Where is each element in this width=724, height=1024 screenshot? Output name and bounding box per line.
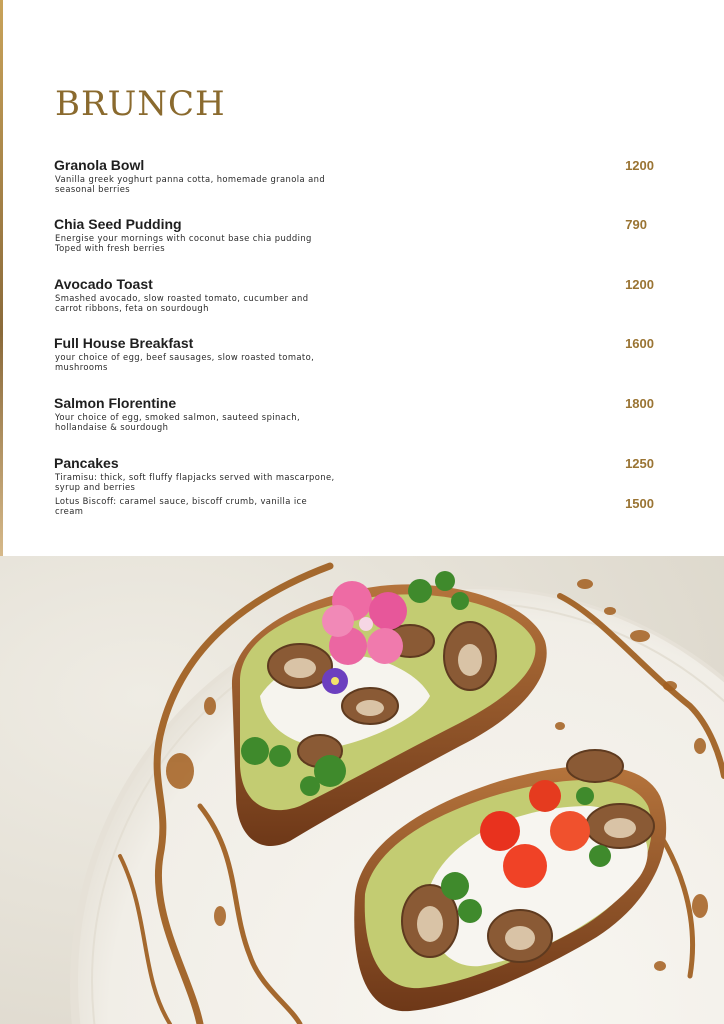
menu-item-pancakes — [54, 455, 714, 492]
menu-item-avocado-toast — [54, 276, 714, 313]
menu-item-price: 790 — [625, 217, 647, 232]
menu-item-description: Your choice of egg, smoked salmon, sauteed spinach, hollandaise & sourdough — [55, 412, 301, 432]
menu-item-pancakes-biscoff — [54, 496, 714, 516]
menu-item-price: 1800 — [625, 396, 654, 411]
food-photo — [0, 556, 724, 1024]
menu-item-name: Granola Bowl — [54, 157, 145, 173]
menu-item-price: 1500 — [625, 496, 654, 511]
menu-item-price: 1200 — [625, 158, 654, 173]
menu-item-salmon-florentine — [54, 395, 714, 432]
avocado-toast-illustration — [0, 556, 724, 1024]
menu-item-granola-bowl — [54, 157, 714, 194]
menu-item-description: Smashed avocado, slow roasted tomato, cucumber and carrot ribbons, feta on sourdough — [55, 293, 309, 313]
menu-item-chia-seed-pudding — [54, 216, 714, 253]
menu-item-name: Chia Seed Pudding — [54, 216, 182, 232]
menu-item-description: your choice of egg, beef sausages, slow roasted tomato, mushrooms — [55, 352, 315, 372]
menu-item-name: Full House Breakfast — [54, 335, 194, 351]
menu-item-description: Vanilla greek yoghurt panna cotta, homemade granola and seasonal berries — [55, 174, 326, 194]
menu-item-name: Pancakes — [54, 455, 119, 471]
menu-item-price: 1600 — [625, 336, 654, 351]
page-title: BRUNCH — [55, 84, 226, 124]
menu-item-name: Avocado Toast — [54, 276, 153, 292]
menu-item-description: Tiramisu: thick, soft fluffy flapjacks served with mascarpone, syrup and berries — [55, 472, 335, 492]
menu-sheet — [3, 0, 724, 556]
purple-flower — [322, 668, 348, 694]
menu-item-description: Lotus Biscoff: caramel sauce, biscoff crumb, vanilla ice cream — [55, 496, 308, 516]
menu-item-full-house-breakfast — [54, 335, 714, 372]
menu-item-description: Energise your mornings with coconut base chia pudding Toped with fresh berries — [55, 233, 312, 253]
menu-item-price: 1250 — [625, 456, 654, 471]
menu-item-name: Salmon Florentine — [54, 395, 177, 411]
menu-item-price: 1200 — [625, 277, 654, 292]
pink-flower — [322, 581, 407, 665]
